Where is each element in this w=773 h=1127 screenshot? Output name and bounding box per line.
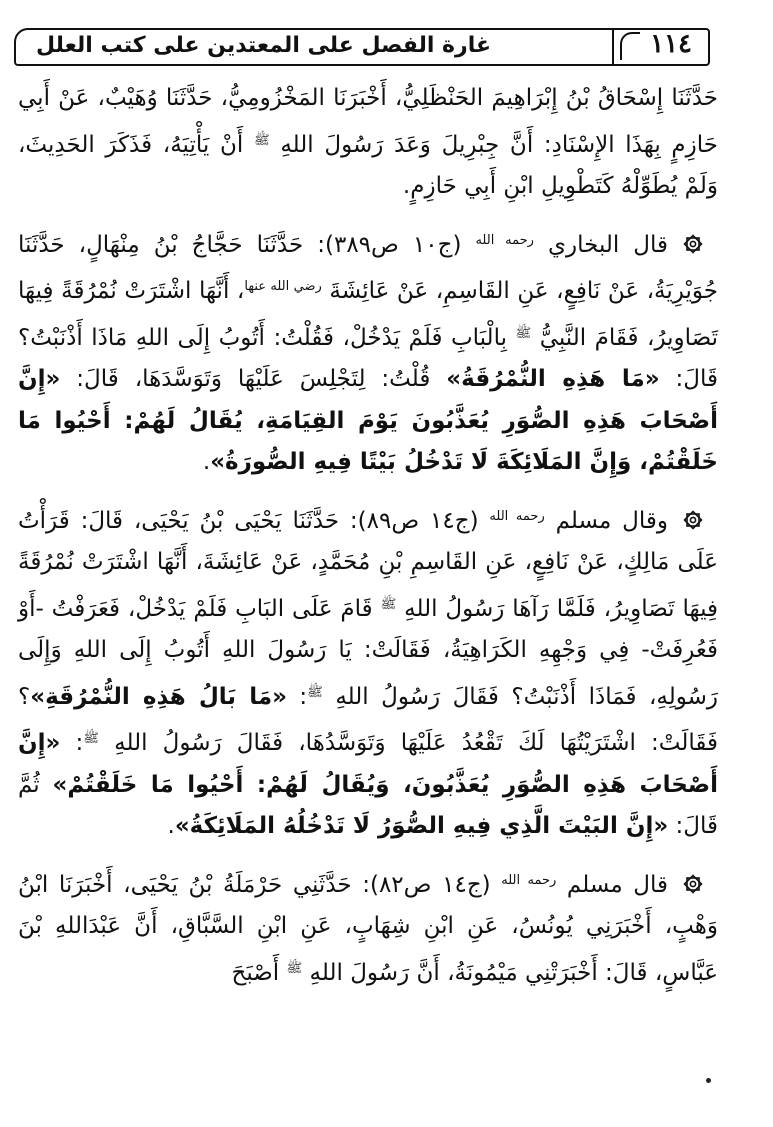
text-run: حَدَّثَنَا إِسْحَاقُ بْنُ إِبْرَاهِيمَ الحَنْظَلِيُّ، أَخْبَرَنَا المَخْزُومِيُّ، حَدَّثَنَا وُهَيْبٌ، عَنْ أَبِي حَازِمٍ بِهَذَا الإِسْنَادِ: أَنَّ جِبْرِيلَ وَعَدَ رَسُولَ اللهِ [18,85,718,158]
text-run: بِالْبَابِ فَلَمْ يَدْخُلْ، فَقُلْتُ: أَتُوبُ إِلَى اللهِ مَاذَا أَذْنَبْتُ؟ قَالَ: [18,324,719,392]
text-run: ؟ فَقَالَتْ: اشْتَرَيْتُهَا لَكَ تَقْعُدُ عَلَيْهَا وَتَوَسَّدُهَا، فَقَالَ رَسُولُ اللهِ [18,683,718,756]
honorific-glyph: ﷺ [515,325,532,341]
honorific-glyph: ﷺ [380,596,397,612]
ornament-bullet-icon [682,233,704,255]
hadith-quote: «مَا هَذِهِ النُّمْرُقَةُ» [446,366,660,392]
header-tab-mark [620,32,640,60]
text-run: قال البخاري [533,231,669,258]
honorific-glyph: ﷺ [83,731,99,746]
text-run: قَامَ عَلَى البَابِ فَلَمْ يَدْخُلْ، فَعَرَفْتُ -أَوْ فَعُرِفَتْ- فِي وَجْهِهِ الكَرَاهِيَةُ، فَقَالَتْ: يَا رَسُولَ اللهِ أَتُوبُ إِلَى اللهِ وَإِلَى رَسُولِهِ، فَمَاذَا أَذْنَبْتُ؟ فَقَالَ رَسُولُ اللهِ [18,595,719,710]
hadith-quote: «إِنَّ البَيْتَ الَّذِي فِيهِ الصُّوَرُ لَا تَدْخُلُهُ المَلَائِكَةُ» [174,813,669,839]
hadith-quote: «إِنَّ أَصْحَابَ هَذِهِ الصُّوَرِ يُعَذَّبُونَ، وَيُقَالُ لَهُمْ: أَحْيُوا مَا خَلَقْتُمْ» [18,730,718,798]
text-run: أَنْ يَأْتِيَهُ، فَذَكَرَ الحَدِيثَ، وَلَمْ يُطَوِّلْهُ كَتَطْوِيلِ ابْنِ أَبِي حَازِمٍ. [18,131,718,199]
paragraph [18,860,718,995]
text-run: أَصْبَحَ [231,959,287,986]
honorific-glyph: رحمه الله [475,232,534,248]
text-run: قُلْتُ: لِتَجْلِسَ عَلَيْهَا وَتَوَسَّدَهَا، قَالَ: [60,366,447,392]
paragraph [18,220,718,484]
text-run: ثُمَّ قَالَ: [18,771,718,839]
paragraph [18,496,718,848]
honorific-glyph: رضي الله عنها [244,279,322,294]
running-header [14,28,710,66]
honorific-glyph: ﷺ [307,684,323,700]
hadith-quote: «إِنَّ أَصْحَابَ هَذِهِ الصُّوَرِ يُعَذَّبُونَ يَوْمَ القِيَامَةِ، يُقَالُ لَهُمْ: أَحْيُوا مَا خَلَقْتُمْ، وَإِنَّ المَلَائِكَةَ لَا تَدْخُلُ بَيْتًا فِيهِ الصُّورَةُ» [18,366,718,475]
text-run: . [167,813,175,839]
text-run: قال مسلم [556,871,668,898]
text-run: (ج١٤ ص٨٩): حَدَّثَنَا يَحْيَى بْنُ يَحْيَى، قَالَ: قَرَأْتُ عَلَى مَالِكٍ، عَنْ نَافِعٍ، عَنِ القَاسِمِ بْنِ مُحَمَّدٍ، عَنْ عَائِشَةَ، أَنَّهَا اشْتَرَتْ نُمْرُقَةً فِيهَا تَصَاوِيرُ، فَلَمَّا رَآهَا رَسُولُ اللهِ [18,507,719,622]
page-number: ١١٤ [650,29,692,59]
honorific-glyph: رحمه الله [489,508,545,524]
page-mark-dot [706,1078,711,1083]
page-number-box [612,28,708,66]
text-run: . [202,449,211,475]
ornament-bullet-icon [682,509,704,531]
honorific-glyph: ﷺ [253,132,270,148]
text-run: ، أَنَّهَا اشْتَرَتْ نُمْرُقَةً فِيهَا تَصَاوِيرُ، فَقَامَ النَّبِيُّ [18,278,718,351]
text-run: (ج١٤ ص٨٢): حَدَّثَنِي حَرْمَلَةُ بْنُ يَحْيَى، أَخْبَرَنَا ابْنُ وَهْبٍ، أَخْبَرَنِي يُونُسُ، عَنِ ابْنِ شِهَابٍ، عَنِ ابْنِ السَّبَّاقِ، أَنَّ عَبْدَاللهِ بْنَ عَبَّاسٍ، قَالَ: أَخْبَرَتْنِي مَيْمُونَةُ، أَنَّ رَسُولَ اللهِ [18,871,718,986]
ornament-bullet-icon [682,873,704,895]
text-run: (ج١٠ ص٣٨٩): حَدَّثَنَا حَجَّاجُ بْنُ مِنْهَالٍ، حَدَّثَنَا جُوَيْرِيَةُ، عَنْ نَافِعٍ، عَنِ القَاسِمِ، عَنْ عَائِشَةَ [18,231,718,304]
book-title: غارة الفصل على المعتدين على كتب العلل [36,33,491,58]
hadith-quote: «مَا بَالُ هَذِهِ النُّمْرُقَةِ» [30,683,287,710]
text-run: : [286,683,308,710]
text-run: وقال مسلم [544,507,668,534]
honorific-glyph: ﷺ [286,960,303,976]
honorific-glyph: رحمه الله [501,872,557,888]
body-text [18,78,718,994]
text-run: : [60,730,84,756]
paragraph [18,78,718,208]
